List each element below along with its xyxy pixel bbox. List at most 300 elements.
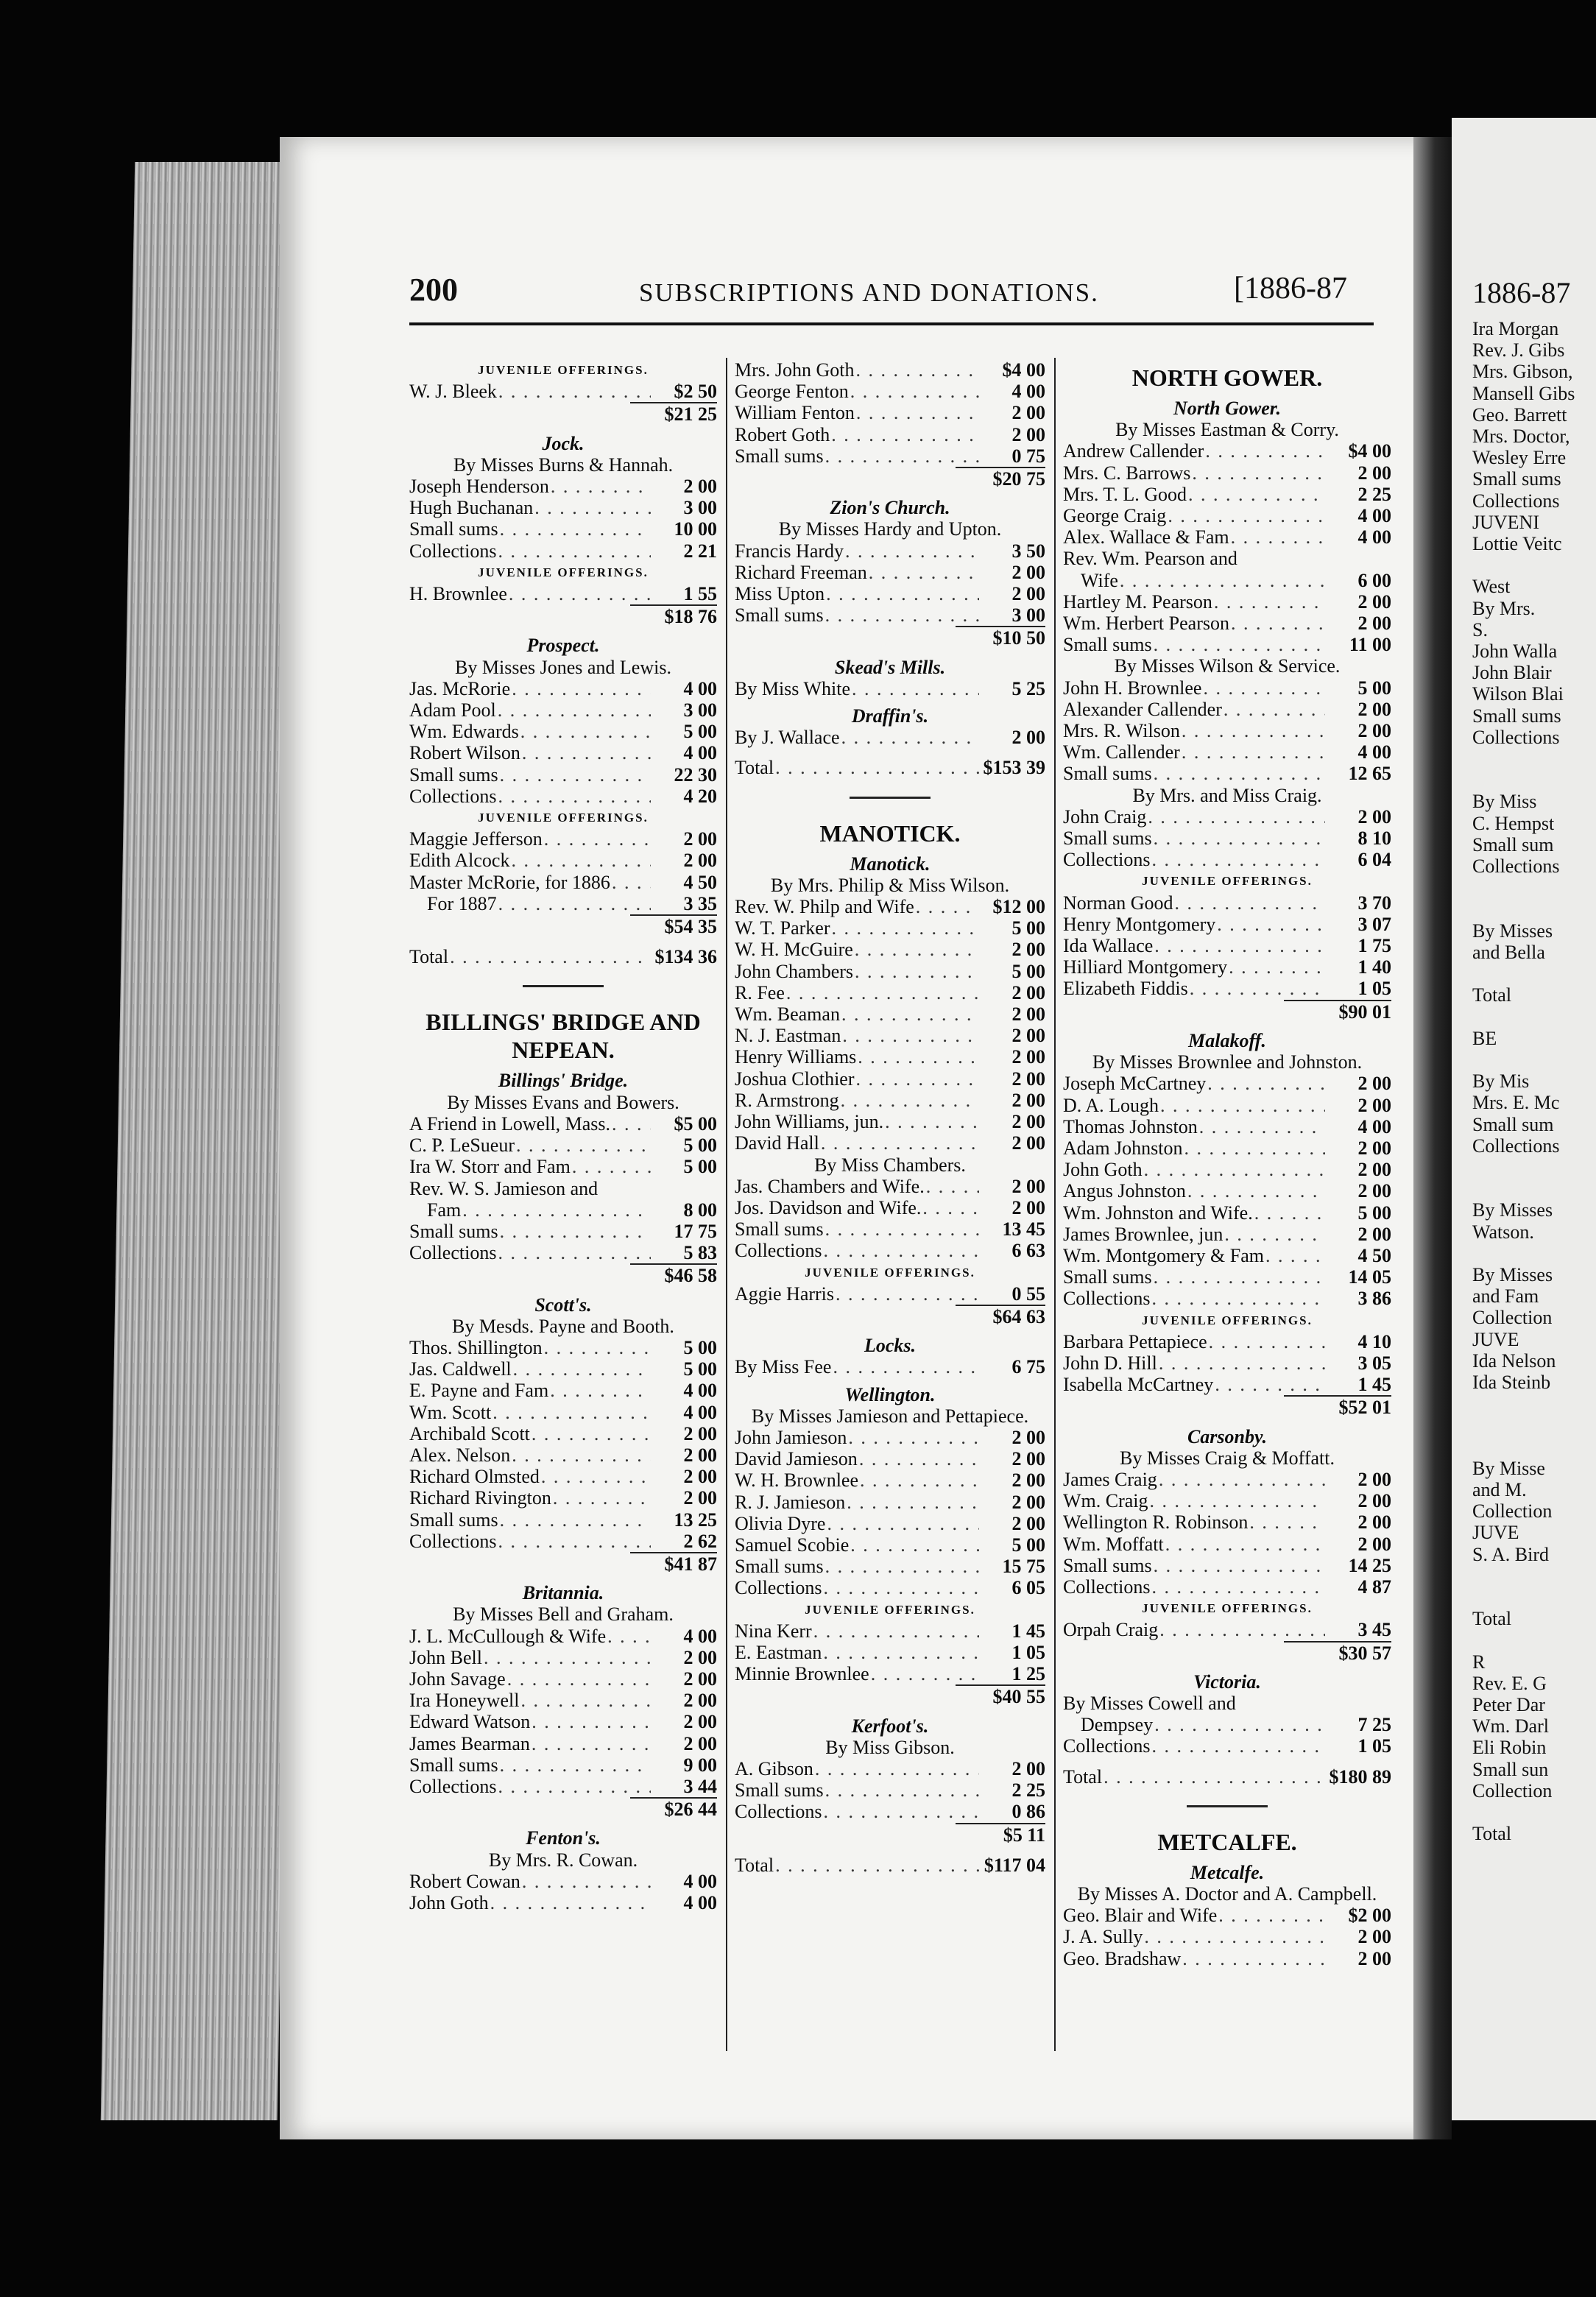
next-page-line: Mansell Gibs [1472, 382, 1575, 404]
entry-amount: 2 00 [1011, 1757, 1045, 1779]
entry-name: David Jamieson [735, 1448, 858, 1470]
leader-dots [1188, 978, 1325, 999]
entry-name: Mrs. C. Barrows [1063, 462, 1191, 484]
entry-amount: 17 75 [674, 1220, 717, 1242]
leader-dots [824, 1218, 979, 1240]
entry-amount: 2 25 [1357, 483, 1391, 505]
leader-dots [520, 742, 651, 763]
subtotal: $64 63 [956, 1305, 1045, 1327]
leader-dots [1152, 763, 1325, 784]
leader-dots [841, 1025, 979, 1046]
entry-amount: 1 40 [1357, 956, 1391, 978]
page-title: SUBSCRIPTIONS AND DONATIONS. [639, 278, 1099, 307]
entry-amount: 2 00 [683, 1466, 717, 1488]
leader-dots [822, 1642, 979, 1663]
entry-row [735, 1577, 1045, 1598]
entry-amount: 2 00 [1011, 981, 1045, 1003]
next-page-line: R [1472, 1651, 1486, 1673]
entry-line: Rev. Wm. Pearson and [1063, 548, 1237, 570]
entry-row [409, 1135, 717, 1156]
entry-name: Collections [409, 785, 497, 807]
entry-amount: 2 00 [1357, 1137, 1391, 1159]
entry-amount: 2 00 [683, 828, 717, 850]
next-page-line: Peter Dar [1472, 1694, 1545, 1715]
leader-dots [856, 1046, 979, 1068]
place-heading: Jock. [542, 432, 585, 454]
column-2 [735, 359, 1045, 1876]
entry-row [409, 381, 717, 402]
leader-dots [1186, 1180, 1325, 1202]
collector-line: By Misses Jamieson and Pettapiece. [751, 1405, 1029, 1427]
entry-row [1063, 1352, 1391, 1374]
leader-dots [1229, 526, 1325, 548]
leader-dots [1166, 505, 1325, 526]
entry-name: Andrew Callender [1063, 440, 1204, 462]
leader-dots [1222, 699, 1325, 720]
entry-name: Small sums [409, 1220, 498, 1242]
leader-dots [497, 381, 651, 402]
entry-name: Small sums [1063, 828, 1152, 850]
place-heading: Draffin's. [851, 705, 929, 727]
entry-row [1063, 978, 1391, 999]
entry-amount: 4 00 [1357, 741, 1391, 763]
next-page-line: and Fam [1472, 1285, 1539, 1308]
entry-amount: 2 00 [683, 1711, 717, 1733]
next-page-line: Ida Steinb [1472, 1371, 1551, 1393]
entry-row [1063, 1202, 1391, 1224]
entry-name: Small sums [735, 1779, 824, 1802]
entry-row [1063, 1534, 1391, 1555]
entry-row [735, 982, 1045, 1003]
entry-row [409, 476, 717, 497]
leader-dots [1227, 956, 1325, 978]
entry-row [409, 1776, 717, 1797]
next-page-line: Total [1472, 984, 1512, 1006]
entry-name: Total [735, 1854, 774, 1876]
entry-row [409, 1871, 717, 1892]
leader-dots [822, 1240, 979, 1261]
entry-amount: 4 00 [1357, 505, 1391, 527]
entry-name: A Friend in Lowell, Mass. [409, 1112, 610, 1135]
entry-name: Richard Freeman [735, 561, 867, 583]
entry-name: Barbara Pettapiece [1063, 1330, 1207, 1352]
subtotal: $5 11 [956, 1823, 1045, 1846]
entry-amount: 1 45 [1011, 1620, 1045, 1642]
leader-dots [507, 583, 651, 604]
entry-amount: 2 00 [683, 1444, 717, 1466]
entry-name: Collections [1063, 1735, 1151, 1757]
entry-row [1063, 1331, 1391, 1352]
entry-name: George Fenton [735, 381, 849, 403]
leader-dots [925, 1176, 979, 1197]
entry-name: Collections [1063, 1576, 1151, 1598]
next-page-line: Rev. J. Gibs [1472, 339, 1565, 361]
entry-row [735, 1197, 1045, 1218]
subtotal: $30 57 [1284, 1641, 1391, 1664]
entry-amount: 3 44 [683, 1775, 717, 1797]
collector-line: By Misses Evans and Bowers. [447, 1091, 679, 1113]
entry-amount: 1 05 [1011, 1641, 1045, 1663]
entry-amount: 2 00 [1357, 720, 1391, 742]
leader-dots [461, 1199, 651, 1221]
leader-dots [1180, 720, 1325, 741]
place-heading: Carsonby. [1187, 1425, 1268, 1447]
entry-name: Aggie Harris [735, 1282, 835, 1305]
entry-amount: 4 00 [683, 1892, 717, 1913]
leader-dots [610, 1113, 651, 1135]
leader-dots [831, 1356, 979, 1377]
entry-amount: 8 00 [683, 1199, 717, 1221]
entry-amount: 2 00 [1011, 1025, 1045, 1047]
entry-amount: 5 83 [683, 1242, 717, 1264]
leader-dots [510, 1444, 651, 1466]
leader-dots [1253, 1202, 1325, 1224]
leader-dots [512, 1358, 651, 1380]
entry-amount: 5 00 [683, 721, 717, 743]
entry-name: Geo. Bradshaw [1063, 1947, 1182, 1969]
entry-amount: 5 00 [683, 1135, 717, 1157]
next-page-line [1472, 1414, 1596, 1436]
entry-name: Wellington R. Robinson [1063, 1511, 1249, 1534]
next-page-line [1472, 1393, 1596, 1414]
entry-amount: 22 30 [674, 763, 717, 786]
collector-line: By Mrs. and Miss Craig. [1132, 784, 1322, 806]
leader-dots [1143, 1926, 1325, 1947]
next-page-line: By Misses [1472, 1199, 1553, 1221]
entry-name: Geo. Blair and Wife [1063, 1905, 1218, 1927]
entry-amount: 9 00 [683, 1754, 717, 1776]
next-page-line: Collection [1472, 1779, 1553, 1802]
entry-amount: 2 00 [683, 1487, 717, 1509]
collector-line: By Miss Chambers. [814, 1154, 966, 1176]
entry-row [1063, 1511, 1391, 1533]
entry-amount: 2 00 [1011, 1426, 1045, 1448]
entry-amount: 5 00 [683, 1336, 717, 1358]
entry-row [409, 1668, 717, 1690]
entry-amount: 1 45 [1357, 1374, 1391, 1396]
entry-amount: 5 00 [1357, 1202, 1391, 1224]
entry-amount: $5 00 [674, 1112, 717, 1135]
entry-amount: 2 00 [1357, 1490, 1391, 1512]
section-divider [1187, 1805, 1268, 1807]
entry-amount: 3 00 [1011, 604, 1045, 627]
entry-row [1063, 1137, 1391, 1159]
entry-row [735, 1620, 1045, 1642]
entry-name: John Goth [1063, 1159, 1143, 1181]
entry-name: Isabella McCartney [1063, 1374, 1214, 1396]
entry-amount: 3 07 [1357, 913, 1391, 935]
entry-amount: 5 00 [1011, 960, 1045, 982]
entry-amount: $2 00 [1348, 1905, 1391, 1927]
entry-name: Collections [1063, 1288, 1151, 1310]
leader-dots [1102, 1766, 1325, 1788]
entry-row [735, 917, 1045, 939]
entry-row [735, 896, 1045, 917]
congregation-heading: BILLINGS' BRIDGE AND NEPEAN. [426, 1009, 701, 1064]
entry-row [735, 1240, 1045, 1261]
entry-amount: 4 50 [683, 871, 717, 893]
next-page-line: Collection [1472, 1307, 1553, 1329]
next-page-line: By Misses [1472, 920, 1553, 942]
entry-row [409, 1487, 717, 1509]
entry-amount: 5 00 [683, 1358, 717, 1380]
entry-amount: 11 00 [1349, 634, 1391, 656]
leader-dots [606, 1626, 651, 1647]
entry-name: D. A. Lough [1063, 1094, 1159, 1116]
entry-name: Jos. Davidson and Wife. [735, 1196, 922, 1218]
entry-row [735, 381, 1045, 402]
entry-amount: 5 00 [1357, 677, 1391, 699]
entry-name: Adam Johnston [1063, 1137, 1183, 1159]
entry-row [409, 828, 717, 850]
entry-name: Norman Good [1063, 892, 1173, 914]
entry-amount: 4 00 [1357, 1115, 1391, 1137]
entry-amount: 2 00 [1011, 583, 1045, 605]
entry-amount: 2 00 [1011, 1132, 1045, 1154]
entry-amount: 4 00 [683, 1401, 717, 1423]
next-page-line: Collections [1472, 490, 1560, 512]
entry-amount: 2 00 [1357, 1511, 1391, 1534]
entry-row [735, 1534, 1045, 1556]
entry-amount: 2 00 [1357, 805, 1391, 828]
leader-dots [496, 1531, 651, 1552]
entry-name: Collections [409, 1530, 497, 1552]
entry-name: Collections [409, 540, 497, 562]
leader-dots [830, 917, 980, 939]
entry-name: Wife [1081, 569, 1118, 591]
entry-name: Small sums [409, 1509, 498, 1531]
entry-name: By J. Wallace [735, 727, 840, 749]
leader-dots [610, 872, 651, 893]
entry-amount: 2 00 [683, 1668, 717, 1690]
leader-dots [847, 1427, 979, 1448]
entry-amount: 4 10 [1357, 1330, 1391, 1352]
next-page-line: By Misse [1472, 1457, 1545, 1479]
leader-dots [774, 1855, 979, 1876]
leader-dots [822, 1801, 979, 1822]
collector-line: By Misses Hardy and Upton. [778, 518, 1002, 540]
entry-name: Alex. Wallace & Fam [1063, 526, 1229, 548]
leader-dots [506, 1668, 651, 1690]
entry-line: Rev. W. S. Jamieson and [409, 1177, 598, 1199]
column-1 [409, 359, 717, 1913]
entry-row [409, 1690, 717, 1711]
entry-amount: 6 04 [1357, 849, 1391, 871]
entry-name: Small sums [1063, 634, 1152, 656]
entry-name: Collections [1063, 849, 1151, 871]
entry-name: H. Brownlee [409, 583, 507, 605]
leader-dots [496, 540, 651, 562]
entry-name: Small sums [735, 445, 824, 467]
juvenile-heading: JUVENILE OFFERINGS. [805, 1602, 975, 1617]
entry-row [735, 939, 1045, 960]
entry-amount: 2 00 [683, 1646, 717, 1668]
leader-dots [498, 764, 651, 786]
entry-name: John Savage [409, 1668, 506, 1690]
entry-name: Small sums [735, 604, 824, 627]
entry-name: Small sums [409, 518, 498, 540]
section-total [1063, 1766, 1391, 1788]
entry-row [735, 424, 1045, 445]
leader-dots [824, 1556, 979, 1577]
entry-row [1063, 1266, 1391, 1288]
place-heading: Prospect. [526, 635, 600, 657]
next-page-line [1472, 1157, 1596, 1178]
place-heading: Zion's Church. [830, 497, 950, 519]
entry-name: John Chambers [735, 960, 854, 982]
entry-name: Jas. McRorie [409, 677, 511, 699]
entry-amount: 2 00 [1011, 1448, 1045, 1470]
entry-amount: 2 00 [683, 850, 717, 872]
next-page-line [1472, 963, 1596, 984]
leader-dots [1153, 935, 1325, 956]
leader-dots [849, 1534, 979, 1556]
congregation-heading: METCALFE. [1157, 1828, 1297, 1855]
entry-amount: 1 25 [1011, 1663, 1045, 1685]
leader-dots [498, 1754, 651, 1776]
place-heading: Metcalfe. [1190, 1861, 1265, 1883]
entry-name: C. P. LeSueur [409, 1135, 515, 1157]
entry-amount: 14 25 [1348, 1554, 1391, 1576]
next-page-line [1472, 554, 1596, 576]
entry-name: Hartley M. Pearson [1063, 590, 1212, 613]
entry-row [1063, 1905, 1391, 1926]
leader-dots [869, 1663, 979, 1684]
entry-name: George Craig [1063, 505, 1167, 527]
entry-amount: 13 45 [1002, 1218, 1045, 1241]
place-heading: Britannia. [522, 1582, 604, 1604]
entry-row [735, 1068, 1045, 1090]
leader-dots [1173, 892, 1325, 914]
next-page-line: By Miss [1472, 791, 1537, 813]
leader-dots [855, 359, 979, 381]
leader-dots [825, 583, 979, 604]
entry-row [409, 1892, 717, 1913]
entry-amount: 2 00 [1357, 613, 1391, 635]
entry-amount: 2 00 [1357, 1094, 1391, 1116]
entry-name: John Goth [409, 1892, 489, 1913]
entry-row [1063, 1490, 1391, 1511]
entry-row [735, 1556, 1045, 1577]
entry-row [409, 764, 717, 786]
next-page-line: John Walla [1472, 641, 1558, 663]
leader-dots [1152, 828, 1325, 849]
leader-dots [858, 1469, 979, 1491]
entry-amount: 3 45 [1357, 1619, 1391, 1641]
collector-line: By Mrs. R. Cowan. [488, 1849, 638, 1871]
entry-amount: 2 00 [1011, 1068, 1045, 1090]
leader-dots [548, 1380, 651, 1401]
entry-name: Nina Kerr [735, 1620, 812, 1642]
entry-row [1063, 1095, 1391, 1116]
book-gutter [1413, 137, 1452, 2139]
entry-name: Small sums [1063, 1554, 1152, 1576]
entry-amount: 6 05 [1011, 1577, 1045, 1599]
entry-amount: 3 00 [683, 699, 717, 721]
entry-row [735, 1663, 1045, 1684]
entry-row [409, 1626, 717, 1647]
entry-amount: 2 62 [683, 1530, 717, 1552]
leader-dots [496, 699, 651, 721]
entry-row [1063, 1245, 1391, 1266]
subtotal: $40 55 [956, 1684, 1045, 1707]
section-divider [850, 797, 931, 799]
next-page-line: By Misses [1472, 1263, 1553, 1285]
next-page-fragment [1472, 271, 1596, 1844]
leader-dots [824, 1779, 979, 1801]
entry-row [1063, 914, 1391, 935]
entry-name: Joshua Clothier [735, 1068, 855, 1090]
entry-name: Total [409, 946, 449, 968]
entry-row [409, 1156, 717, 1177]
entry-row [735, 1003, 1045, 1025]
entry-name: Master McRorie, for 1886 [409, 871, 610, 893]
entry-name: Thos. Shillington [409, 1336, 543, 1358]
entry-row [1063, 1469, 1391, 1490]
leader-dots [1148, 1490, 1325, 1511]
entry-name: Archibald Scott [409, 1422, 530, 1444]
entry-name: R. Fee [735, 981, 785, 1003]
entry-amount: 15 75 [1002, 1556, 1045, 1578]
leader-dots [1150, 1288, 1325, 1309]
leader-dots [867, 562, 979, 583]
entry-row [1063, 570, 1391, 591]
entry-amount: 2 00 [1357, 1533, 1391, 1555]
leader-dots [1152, 1266, 1325, 1288]
entry-amount: 1 05 [1357, 1735, 1391, 1757]
subtotal: $10 50 [956, 626, 1045, 649]
leader-dots [530, 1423, 651, 1444]
entry-row [409, 1509, 717, 1531]
entry-amount: 4 87 [1357, 1576, 1391, 1598]
next-page-line: Mrs. Gibson, [1472, 361, 1573, 383]
leader-dots [1217, 1905, 1325, 1926]
leader-dots [543, 828, 651, 850]
next-page-line [1472, 1629, 1596, 1651]
place-heading: Kerfoot's. [851, 1715, 929, 1737]
next-page-line: JUVENI [1472, 511, 1539, 533]
leader-dots [853, 961, 979, 982]
entry-amount: 2 00 [1011, 1469, 1045, 1492]
entry-row [735, 1492, 1045, 1513]
leader-dots [812, 1620, 979, 1642]
entry-row [409, 1221, 717, 1242]
entry-row [409, 518, 717, 540]
leader-dots [855, 402, 979, 423]
entry-amount: 2 25 [1011, 1779, 1045, 1802]
leader-dots [497, 893, 651, 914]
entry-amount: 2 00 [1011, 939, 1045, 961]
leader-dots [498, 1509, 651, 1531]
entry-amount: 3 00 [683, 497, 717, 519]
entry-row [735, 1283, 1045, 1305]
entry-name: Collections [735, 1577, 822, 1599]
entry-line: By Misses Cowell and [1063, 1692, 1236, 1714]
entry-row [409, 893, 717, 914]
next-page-line: and Bella [1472, 941, 1545, 963]
entry-row [409, 1647, 717, 1668]
entry-name: Wm. Montgomery & Fam [1063, 1244, 1264, 1266]
entry-name: Wm. Scott [409, 1401, 492, 1423]
leader-dots [543, 1337, 651, 1358]
entry-amount: 4 00 [683, 1625, 717, 1647]
entry-amount: 2 00 [683, 1422, 717, 1444]
entry-row [735, 1111, 1045, 1132]
entry-name: J. A. Sully [1063, 1926, 1143, 1948]
leader-dots [849, 381, 979, 402]
entry-name: Wm. Moffatt [1063, 1533, 1164, 1555]
entry-amount: 2 00 [1357, 1180, 1391, 1202]
